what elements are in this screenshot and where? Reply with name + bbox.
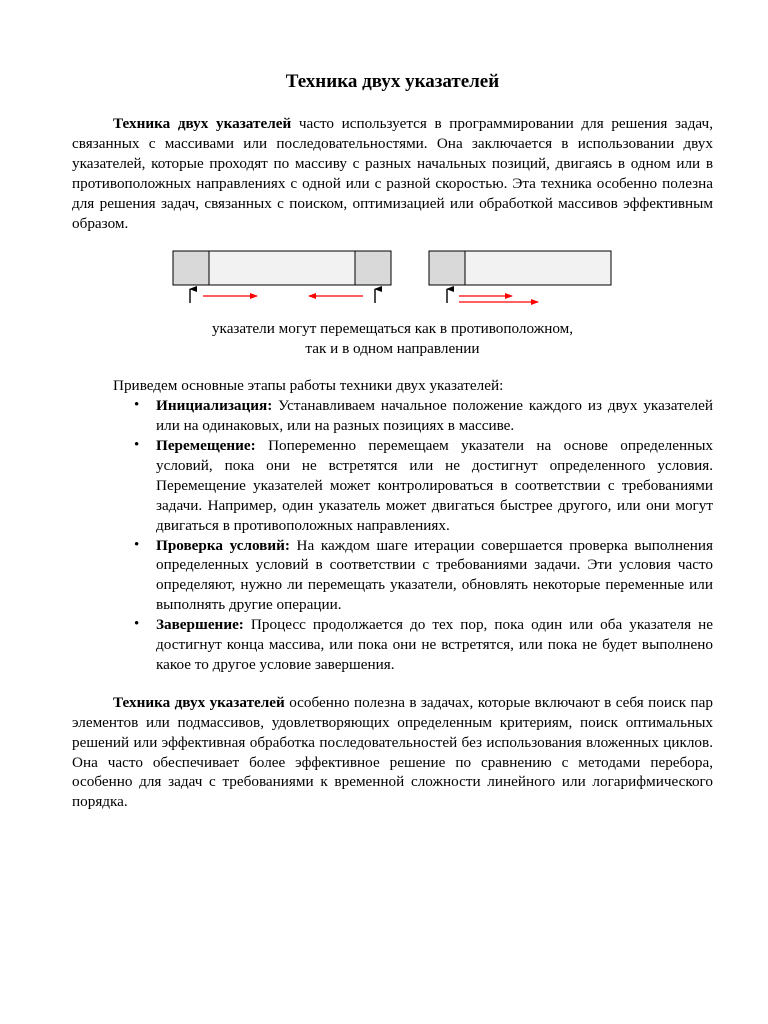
- steps-intro: Приведем основные этапы работы техники двух указателей:: [113, 377, 504, 395]
- diagram-caption: [72, 319, 713, 359]
- left-array-first-cell: [173, 251, 209, 285]
- step-term: Инициализация:: [156, 397, 273, 415]
- bullet-icon: •: [134, 397, 140, 414]
- step-term: Перемещение:: [156, 436, 256, 454]
- list-item: [72, 396, 713, 436]
- step-text: На каждом шаге итерации совершается проверка выполнения определенных условий в соответствии с требованиями задачи. Эти условия часто определяют, нужно ли перемещать указатели, обновлять некоторые переменные или выполнять другие операции.: [156, 536, 713, 614]
- conclusion-text: особенно полезна в задачах, которые включают в себя поиск пар элементов или подмассивов, удовлетворяющих определенным критериям, поиск оптимальных решений или эффективная обработка последовательностей без использования вложенных циклов. Она часто обеспечивает более эффективное решение по сравнению с методами перебора, особенно для задач с требованиями к временной сложности линейного или логарифмического порядка.: [72, 693, 713, 811]
- page-title: Техника двух указателей: [285, 71, 500, 92]
- list-item: [72, 536, 713, 616]
- bullet-icon: •: [134, 436, 140, 453]
- step-term: Проверка условий:: [156, 536, 290, 554]
- steps-list: [72, 396, 713, 675]
- caption-line-1: указатели могут перемещаться как в противоположном,: [211, 320, 574, 338]
- step-text: Попеременно перемещаем указатели на основе определенных условий, пока они не встретятся или не достигнут определенного условия. Перемещение указателей может контролироваться в соответствии с требованиями задачи. Например, один указатель может двигаться быстрее другого, или они могут двигаться в противоположных направлениях.: [156, 436, 713, 534]
- step-text: Процесс продолжается до тех пор, пока один или оба указателя не достигнут конца массива, или пока они не встретятся, или пока не будет выполнено какое то другое условие завершения.: [156, 616, 713, 673]
- pointer-diagram: [72, 247, 713, 319]
- intro-term: Техника двух указателей: [113, 115, 292, 132]
- step-term: Завершение:: [156, 616, 244, 634]
- conclusion-term: Техника двух указателей: [113, 693, 285, 711]
- bullet-icon: •: [134, 616, 140, 633]
- caption-line-2: так и в одном направлении: [305, 340, 480, 358]
- step-text: Устанавливаем начальное положение каждого из двух указателей или на одинаковых, или на разных позициях в массиве.: [156, 397, 713, 435]
- left-array-last-cell: [355, 251, 391, 285]
- bullet-icon: •: [134, 536, 140, 553]
- right-array-first-cell: [429, 251, 465, 285]
- intro-paragraph: [72, 114, 713, 233]
- conclusion-paragraph: [72, 693, 713, 812]
- intro-text: часто используется в программировании для решения задач, связанных с массивами или последовательностями. Она заключается в использовании двух указателей, которые проходят по массиву с разных начальных позиций, двигаясь в одном или в противоположных направлениях с одной или с разной скоростью. Эта техника особенно полезна для решения задач, связанных с поиском, оптимизацией или обработкой массивов эффективным образом.: [72, 115, 713, 232]
- list-item: [72, 615, 713, 675]
- list-item: [72, 436, 713, 536]
- document-page: [72, 0, 713, 812]
- pointer-diagram-svg: [72, 247, 713, 319]
